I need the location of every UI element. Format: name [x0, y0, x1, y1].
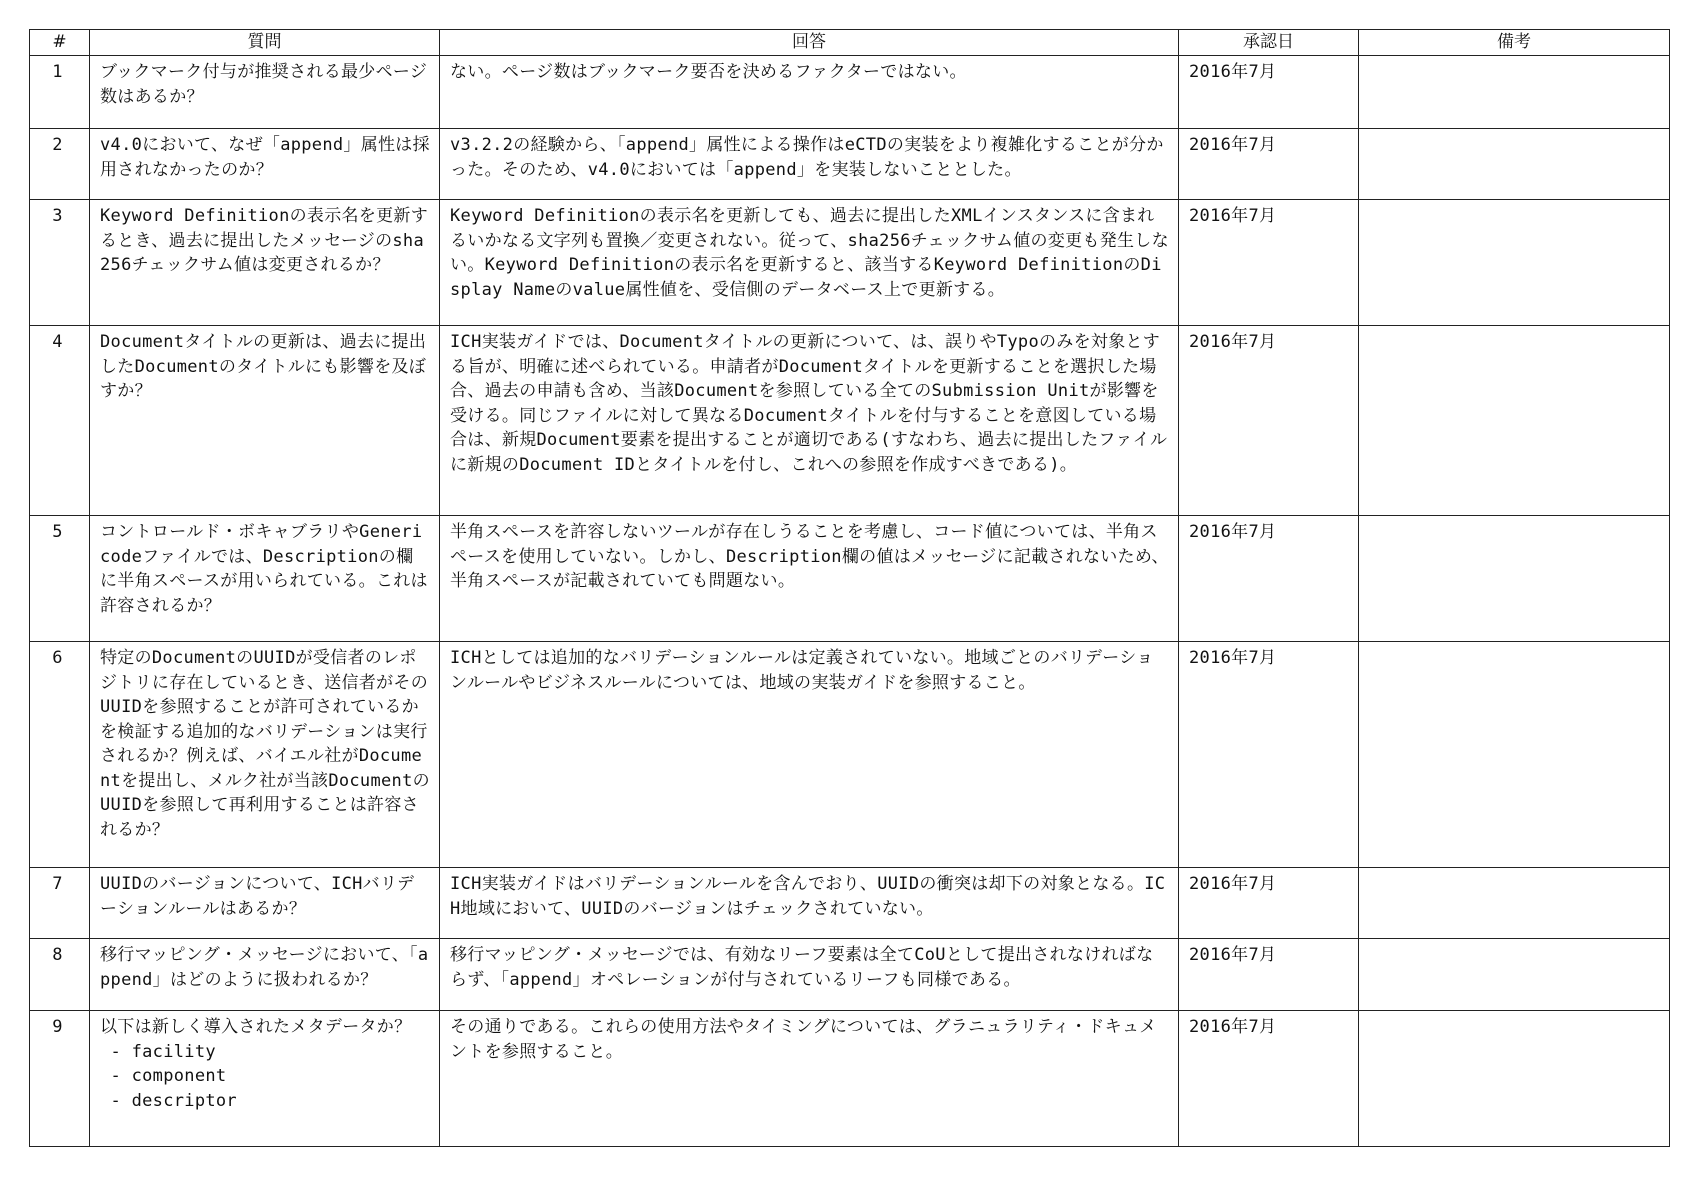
remarks-cell	[1359, 56, 1669, 60]
approval-date-cell: 2016年7月	[1189, 1017, 1277, 1037]
table-row	[30, 642, 1670, 868]
header-number: #	[30, 30, 90, 56]
remarks-cell	[1359, 642, 1669, 646]
approval-date-cell: 2016年7月	[1189, 332, 1277, 352]
table-row	[30, 200, 1670, 326]
row-number: 7	[52, 874, 63, 894]
qa-table	[29, 29, 1670, 1147]
table-row	[30, 129, 1670, 200]
answer-cell: v3.2.2の経験から、「append」属性による操作はeCTDの実装をより複雑化することが分かった。そのため、v4.0においては「append」を実装しないこととした。	[450, 135, 1164, 180]
approval-date-cell: 2016年7月	[1189, 522, 1277, 542]
answer-cell: Keyword Definitionの表示名を更新しても、過去に提出したXMLインスタンスに含まれるいかなる文字列も置換／変更されない。従って、sha256チェックサム値の変更も発生しない。Keyword Definitionの表示名を更新すると、該当するKeyword DefinitionのDisplay Nameのvalue属性値を、受信側のデータベース上で更新する。	[450, 206, 1169, 300]
table-row	[30, 939, 1670, 1011]
remarks-cell	[1359, 516, 1669, 520]
approval-date-cell: 2016年7月	[1189, 62, 1277, 82]
remarks-cell	[1359, 326, 1669, 330]
approval-date-cell: 2016年7月	[1189, 648, 1277, 668]
question-cell: コントロールド・ボキャブラリやGenericodeファイルでは、Descriptionの欄に半角スペースが用いられている。これは許容されるか？	[100, 522, 428, 616]
remarks-cell	[1359, 1011, 1669, 1015]
approval-date-cell: 2016年7月	[1189, 206, 1277, 226]
table-row	[30, 1011, 1670, 1147]
table-row	[30, 56, 1670, 129]
header-row	[30, 30, 1670, 56]
header-remarks: 備考	[1359, 30, 1670, 56]
row-number: 9	[52, 1017, 63, 1037]
table-row	[30, 326, 1670, 516]
header-approval-date: 承認日	[1179, 30, 1359, 56]
question-cell: 特定のDocumentのUUIDが受信者のレポジトリに存在しているとき、送信者がそのUUIDを参照することが許可されているかを検証する追加的なバリデーションは実行されるか？例えば、バイエル社がDocumentを提出し、メルク社が当該DocumentのUUIDを参照して再利用することは許容されるか？	[100, 648, 430, 840]
header-question: 質問	[90, 30, 440, 56]
question-cell: UUIDのバージョンについて、ICHバリデーションルールはあるか？	[100, 874, 415, 919]
row-number: 3	[52, 206, 63, 226]
row-number: 4	[52, 332, 63, 352]
question-cell: ブックマーク付与が推奨される最少ページ数はあるか？	[100, 62, 428, 107]
approval-date-cell: 2016年7月	[1189, 945, 1277, 965]
question-cell: Documentタイトルの更新は、過去に提出したDocumentのタイトルにも影響を及ぼすか？	[100, 332, 427, 401]
remarks-cell	[1359, 200, 1669, 204]
question-cell: 以下は新しく導入されたメタデータか？ - facility - component - descriptor	[100, 1017, 412, 1111]
remarks-cell	[1359, 939, 1669, 943]
row-number: 5	[52, 522, 63, 542]
row-number: 6	[52, 648, 63, 668]
answer-cell: ICHとしては追加的なバリデーションルールは定義されていない。地域ごとのバリデーションルールやビジネスルールについては、地域の実装ガイドを参照すること。	[450, 648, 1154, 693]
remarks-cell	[1359, 868, 1669, 872]
row-number: 2	[52, 135, 63, 155]
remarks-cell	[1359, 129, 1669, 133]
table-row	[30, 868, 1670, 939]
question-cell: 移行マッピング・メッセージにおいて、「append」はどのように扱われるか？	[100, 945, 429, 990]
approval-date-cell: 2016年7月	[1189, 874, 1277, 894]
answer-cell: ない。ページ数はブックマーク要否を決めるファクターではない。	[450, 62, 967, 82]
answer-cell: その通りである。これらの使用方法やタイミングについては、グラニュラリティ・ドキュメントを参照すること。	[450, 1017, 1157, 1062]
question-cell: v4.0において、なぜ「append」属性は採用されなかったのか？	[100, 135, 430, 180]
approval-date-cell: 2016年7月	[1189, 135, 1277, 155]
question-cell: Keyword Definitionの表示名を更新するとき、過去に提出したメッセージのsha256チェックサム値は変更されるか？	[100, 206, 429, 275]
answer-cell: ICH実装ガイドでは、Documentタイトルの更新について、は、誤りやTypoのみを対象とする旨が、明確に述べられている。申請者がDocumentタイトルを更新することを選択した場合、過去の申請も含め、当該Documentを参照している全てのSubmission Unitが影響を受ける。同じファイルに対して異なるDocumentタイトルを付与することを意図している場合は、新規Document要素を提出することが適切である(すなわち、過去に提出したファイルに新規のDocument IDとタイトルを付し、これへの参照を作成すべきである)。	[450, 332, 1168, 475]
row-number: 1	[52, 62, 63, 82]
answer-cell: ICH実装ガイドはバリデーションルールを含んでおり、UUIDの衝突は却下の対象となる。ICH地域において、UUIDのバージョンはチェックされていない。	[450, 874, 1166, 919]
answer-cell: 移行マッピング・メッセージでは、有効なリーフ要素は全てCoUとして提出されなければならず、「append」オペレーションが付与されているリーフも同様である。	[450, 945, 1154, 990]
row-number: 8	[52, 945, 63, 965]
answer-cell: 半角スペースを許容しないツールが存在しうることを考慮し、コード値については、半角スペースを使用していない。しかし、Description欄の値はメッセージに記載されないため、半角スペースが記載されていても問題ない。	[450, 522, 1169, 591]
header-answer: 回答	[440, 30, 1179, 56]
table-row	[30, 516, 1670, 642]
